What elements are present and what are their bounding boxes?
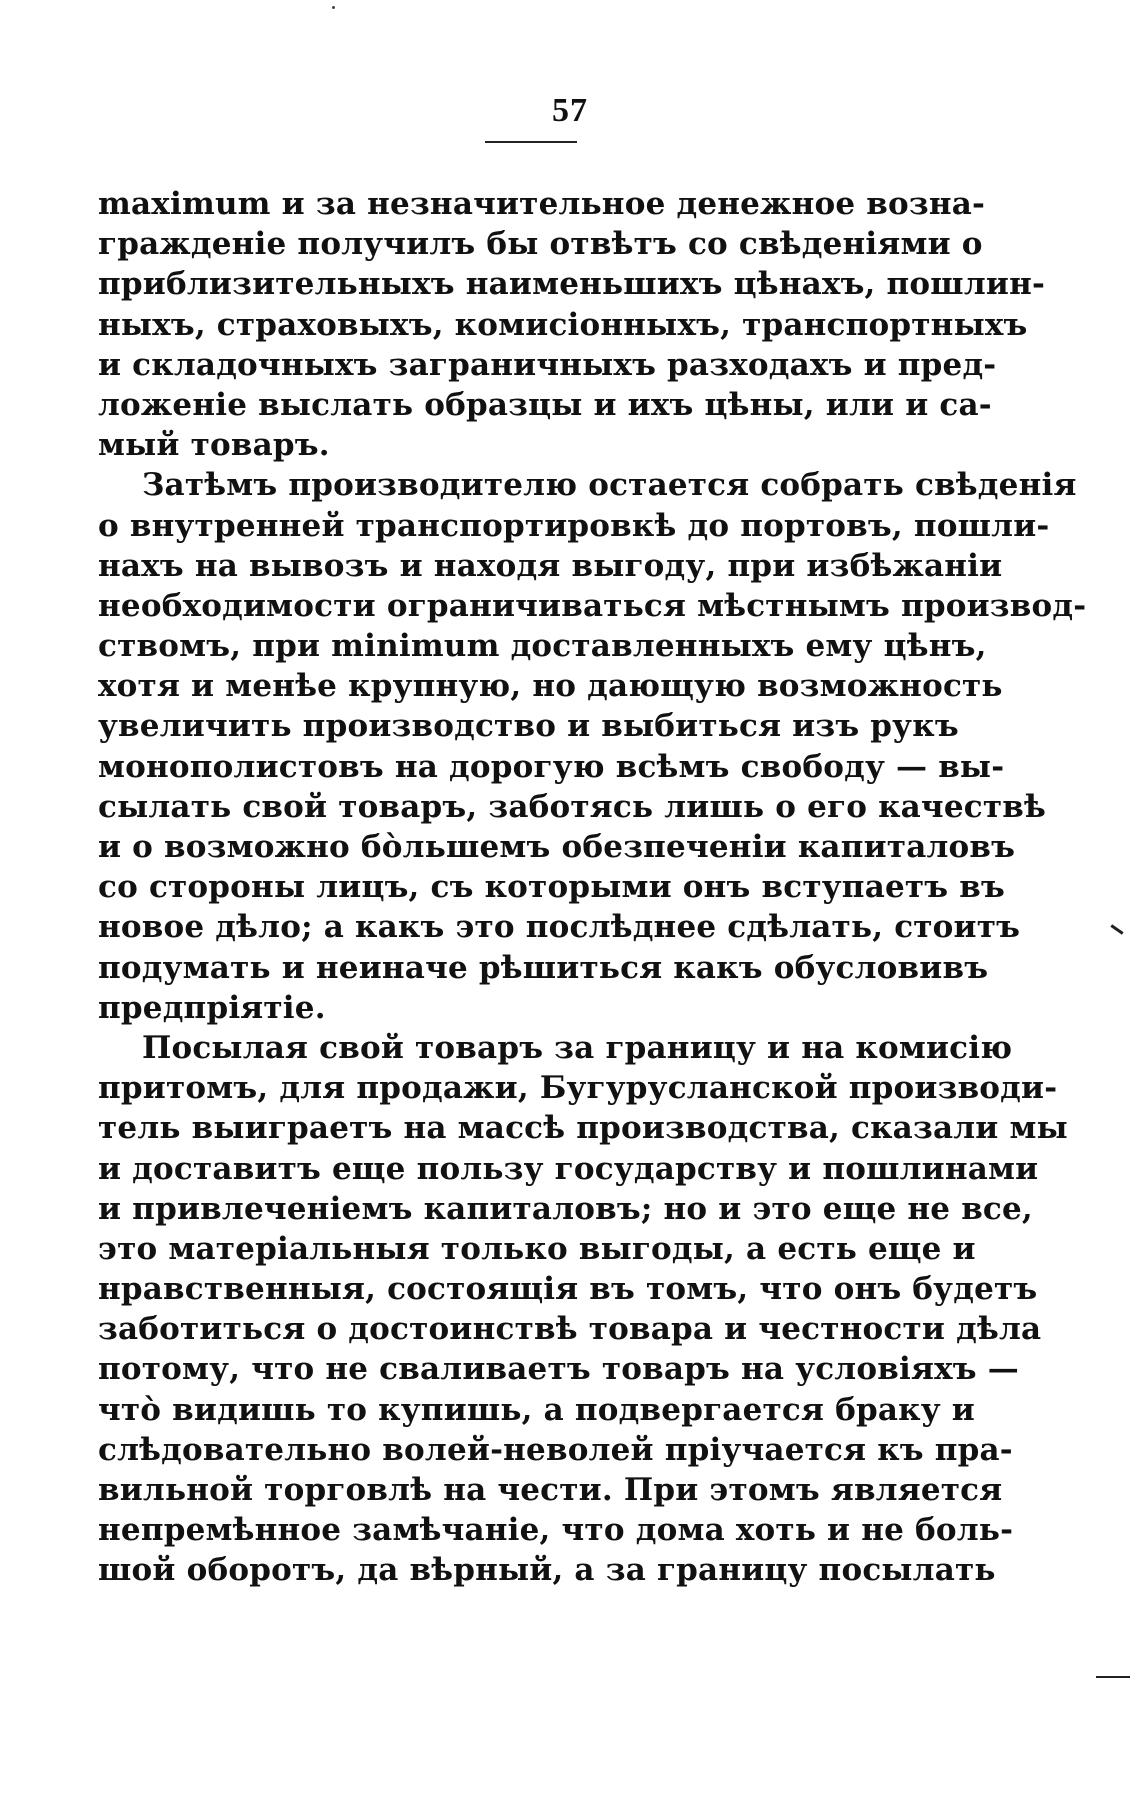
text-line: подумать и неиначе рѣшиться какъ обусловивъ xyxy=(98,949,989,986)
text-line: что̀ видишь то купишь, а подвергается браку и xyxy=(98,1391,975,1428)
text-line: и привлеченіемъ капиталовъ; но и это еще не все, xyxy=(98,1190,1033,1227)
text-line: шой оборотъ, да вѣрный, а за границу посылать xyxy=(98,1552,996,1589)
text-line: заботиться о достоинствѣ товара и честности дѣла xyxy=(98,1311,1042,1348)
text-line: сылать свой товаръ, заботясь лишь о его качествѣ xyxy=(98,788,1046,825)
text-line: нахъ на вывозъ и находя выгоду, при избѣжаніи xyxy=(98,547,1003,584)
text-line: и складочныхъ заграничныхъ разходахъ и пред- xyxy=(98,346,997,383)
text-line: непремѣнное замѣчаніе, что дома хоть и не боль- xyxy=(98,1512,1014,1549)
text-line: монополистовъ на дорогую всѣмъ свободу — вы- xyxy=(98,748,1005,785)
body-text xyxy=(98,184,1087,1591)
text-line: гражденіе получилъ бы отвѣтъ со свѣденіями о xyxy=(98,226,983,263)
text-line: и доставитъ еще пользу государству и пошлинами xyxy=(98,1150,1039,1187)
text-line: maximum и за незначительное денежное возна- xyxy=(98,186,986,222)
text-line: необходимости ограничиваться мѣстнымъ производ- xyxy=(98,587,1087,624)
text-line: Затѣмъ производителю остается собрать свѣденія xyxy=(142,467,1077,504)
margin-dash-mark xyxy=(1096,1676,1130,1678)
text-line: увеличить производство и выбиться изъ рукъ xyxy=(98,708,959,745)
text-line: слѣдовательно волей-неволей пріучается къ пра- xyxy=(98,1431,1013,1468)
text-line: это матеріальныя только выгоды, а есть еще и xyxy=(98,1230,976,1267)
text-line: хотя и менѣе крупную, но дающую возможность xyxy=(98,668,1003,705)
text-line: притомъ, для продажи, Бугурусланской производи- xyxy=(98,1070,1058,1107)
text-line: и о возможно бо̀льшемъ обезпеченіи капиталовъ xyxy=(98,829,1016,865)
margin-tick-mark xyxy=(1110,924,1123,934)
text-line: потому, что не сваливаетъ товаръ на условіяхъ — xyxy=(98,1351,1019,1388)
text-line: предпріятіе. xyxy=(98,989,326,1026)
page-number-rule xyxy=(485,141,577,143)
text-line: ствомъ, при minimum доставленныхъ ему цѣнъ, xyxy=(98,628,987,665)
page-number: 57 xyxy=(552,92,588,129)
text-line: тель выиграетъ на массѣ производства, сказали мы xyxy=(98,1110,1068,1147)
print-speck xyxy=(332,6,335,9)
text-line: приблизительныхъ наименьшихъ цѣнахъ, пошлин- xyxy=(98,266,1046,303)
text-line: ныхъ, страховыхъ, комисіонныхъ, транспортныхъ xyxy=(98,306,1028,343)
text-line: нравственныя, состоящія въ томъ, что онъ будетъ xyxy=(98,1271,1038,1308)
text-line: вильной торговлѣ на чести. При этомъ является xyxy=(98,1472,1003,1508)
text-line: со стороны лицъ, съ которыми онъ вступаетъ въ xyxy=(98,869,1006,906)
text-line: ложеніе выслать образцы и ихъ цѣны, или и са- xyxy=(98,386,992,423)
text-line: о внутренней транспортировкѣ до портовъ, пошли- xyxy=(98,507,1050,544)
text-line: новое дѣло; а какъ это послѣднее сдѣлать, стоитъ xyxy=(98,909,1021,946)
text-line: мый товаръ. xyxy=(98,427,330,464)
text-line: Посылая свой товаръ за границу и на комисію xyxy=(142,1029,1013,1066)
